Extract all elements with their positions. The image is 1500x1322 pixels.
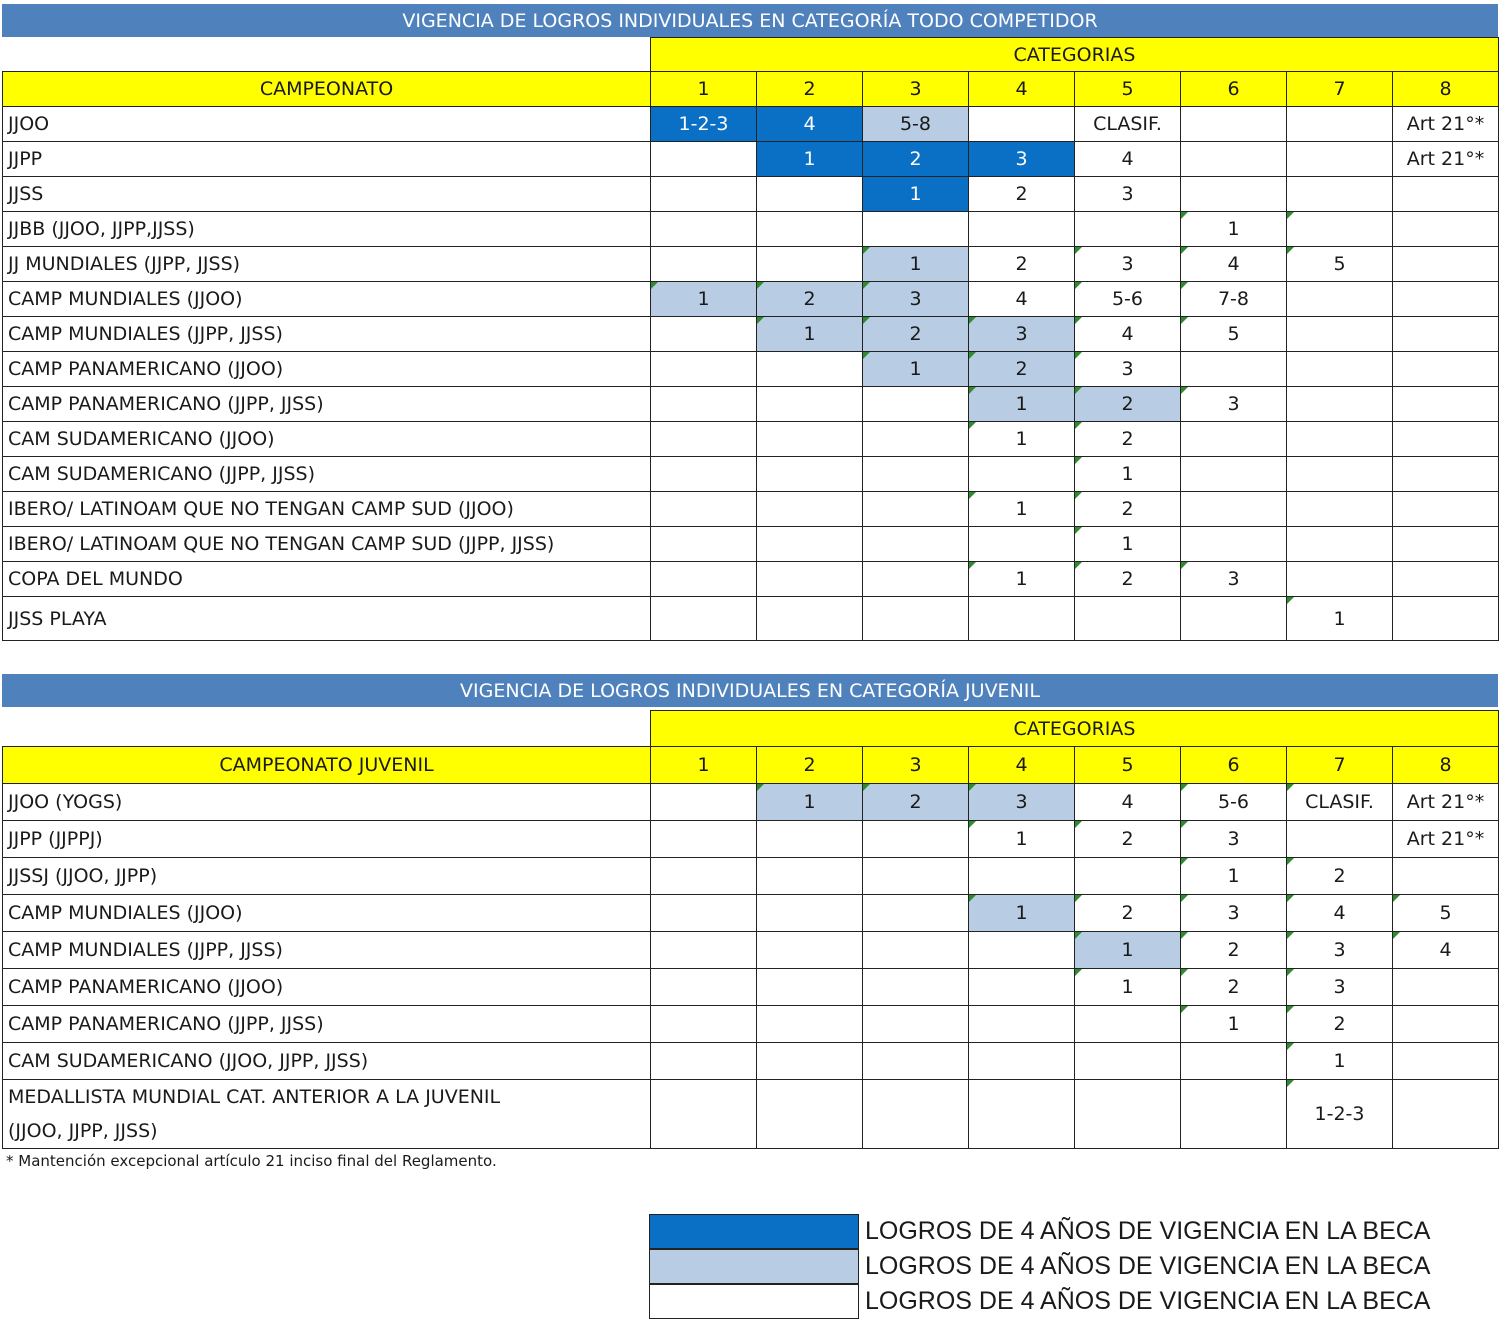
category-cell — [757, 969, 863, 1006]
category-cell — [1181, 1043, 1287, 1080]
table-row — [3, 422, 1499, 457]
category-column-header: 1 — [651, 747, 757, 784]
table-row — [3, 969, 1499, 1006]
category-cell — [969, 212, 1075, 247]
category-cell — [757, 212, 863, 247]
category-column-header: 7 — [1287, 72, 1393, 107]
category-cell — [969, 457, 1075, 492]
category-cell — [651, 969, 757, 1006]
category-column-header: 8 — [1393, 72, 1499, 107]
category-cell — [757, 247, 863, 282]
category-cell — [757, 1080, 863, 1149]
category-cell: Art 21°* — [1393, 784, 1499, 821]
category-cell — [1393, 597, 1499, 641]
table-row — [3, 1043, 1499, 1080]
category-cell — [863, 387, 969, 422]
section1-title: VIGENCIA DE LOGROS INDIVIDUALES EN CATEGORÍA TODO COMPETIDOR — [2, 4, 1498, 37]
category-cell — [757, 492, 863, 527]
category-cell — [1287, 457, 1393, 492]
category-cell: 3 — [863, 282, 969, 317]
category-cell: 4 — [757, 107, 863, 142]
legend-label: LOGROS DE 4 AÑOS DE VIGENCIA EN LA BECA — [865, 1217, 1431, 1245]
championship-name: CAMP MUNDIALES (JJPP, JJSS) — [3, 932, 651, 969]
table-row — [3, 1080, 1499, 1149]
table-row — [3, 387, 1499, 422]
category-cell — [651, 1080, 757, 1149]
category-cell — [1181, 177, 1287, 212]
category-cell — [757, 1043, 863, 1080]
championship-name: CAM SUDAMERICANO (JJOO, JJPP, JJSS) — [3, 1043, 651, 1080]
category-cell: 3 — [1287, 932, 1393, 969]
category-cell: 2 — [1075, 895, 1181, 932]
category-column-header: 5 — [1075, 72, 1181, 107]
category-cell: 1 — [757, 784, 863, 821]
category-cell — [1393, 352, 1499, 387]
championship-name: JJPP (JJPPJ) — [3, 821, 651, 858]
category-cell — [863, 858, 969, 895]
category-cell — [969, 1080, 1075, 1149]
table-row — [3, 527, 1499, 562]
legend-item — [649, 1249, 1430, 1284]
category-cell: 3 — [1287, 969, 1393, 1006]
category-cell — [863, 422, 969, 457]
category-cell — [1287, 177, 1393, 212]
category-cell — [651, 247, 757, 282]
category-cell: 1-2-3 — [651, 107, 757, 142]
category-cell: 5 — [1287, 247, 1393, 282]
category-cell: 1-2-3 — [1287, 1080, 1393, 1149]
category-cell: 2 — [1075, 387, 1181, 422]
category-cell — [1181, 107, 1287, 142]
category-cell — [1287, 387, 1393, 422]
category-cell — [1181, 352, 1287, 387]
category-cell: 3 — [1075, 247, 1181, 282]
category-cell: 1 — [969, 895, 1075, 932]
category-cell — [757, 821, 863, 858]
category-column-header: 1 — [651, 72, 757, 107]
category-cell — [1181, 142, 1287, 177]
legend-swatch — [649, 1214, 859, 1249]
category-cell: 2 — [1075, 492, 1181, 527]
category-cell — [1393, 282, 1499, 317]
category-cell: 2 — [863, 317, 969, 352]
category-cell — [863, 969, 969, 1006]
category-cell — [1287, 212, 1393, 247]
table-row — [3, 177, 1499, 212]
category-cell: 3 — [969, 317, 1075, 352]
table-row — [3, 352, 1499, 387]
achievements-table-juvenile — [2, 710, 1499, 1149]
category-cell: 2 — [1287, 1006, 1393, 1043]
category-column-header: 6 — [1181, 72, 1287, 107]
category-column-header: 3 — [863, 72, 969, 107]
category-cell: 3 — [1075, 177, 1181, 212]
category-cell — [651, 858, 757, 895]
category-cell: 1 — [1287, 597, 1393, 641]
category-column-header: 2 — [757, 747, 863, 784]
category-cell — [1181, 457, 1287, 492]
category-cell: 7-8 — [1181, 282, 1287, 317]
table-row — [3, 457, 1499, 492]
category-cell: 2 — [757, 282, 863, 317]
category-cell — [651, 597, 757, 641]
category-cell — [651, 492, 757, 527]
category-cell: 1 — [863, 247, 969, 282]
championship-name: IBERO/ LATINOAM QUE NO TENGAN CAMP SUD (JJOO) — [3, 492, 651, 527]
category-cell — [1287, 107, 1393, 142]
category-cell — [1393, 562, 1499, 597]
category-cell — [863, 1080, 969, 1149]
category-cell — [1287, 562, 1393, 597]
championship-name: JJPP — [3, 142, 651, 177]
category-cell — [863, 1006, 969, 1043]
category-cell: 2 — [969, 352, 1075, 387]
championship-name: JJSS — [3, 177, 651, 212]
category-cell — [969, 969, 1075, 1006]
legend-item — [649, 1214, 1430, 1249]
category-cell — [969, 858, 1075, 895]
championship-name: JJSS PLAYA — [3, 597, 651, 641]
championship-name: JJOO (YOGS) — [3, 784, 651, 821]
category-cell — [1287, 527, 1393, 562]
championship-name: CAMP PANAMERICANO (JJPP, JJSS) — [3, 387, 651, 422]
category-cell — [1393, 317, 1499, 352]
category-cell — [651, 387, 757, 422]
category-cell: 1 — [757, 317, 863, 352]
category-cell — [757, 387, 863, 422]
category-cell: 3 — [1181, 895, 1287, 932]
category-cell: 5-8 — [863, 107, 969, 142]
campeonato-header: CAMPEONATO — [3, 72, 651, 107]
category-cell — [863, 932, 969, 969]
category-cell: 3 — [1181, 387, 1287, 422]
category-cell — [757, 932, 863, 969]
championship-name: CAMP MUNDIALES (JJPP, JJSS) — [3, 317, 651, 352]
category-cell — [1075, 1043, 1181, 1080]
championship-name: JJSSJ (JJOO, JJPP) — [3, 858, 651, 895]
category-cell: 3 — [1181, 821, 1287, 858]
category-cell: 4 — [1075, 317, 1181, 352]
category-cell — [1393, 1080, 1499, 1149]
category-cell: 1 — [969, 492, 1075, 527]
legend-swatch — [649, 1249, 859, 1284]
category-cell: 2 — [1287, 858, 1393, 895]
category-cell — [757, 895, 863, 932]
category-cell — [651, 1006, 757, 1043]
table-row — [3, 858, 1499, 895]
table-row — [3, 821, 1499, 858]
category-cell: 2 — [1181, 932, 1287, 969]
category-cell: CLASIF. — [1075, 107, 1181, 142]
section2-title: VIGENCIA DE LOGROS INDIVIDUALES EN CATEGORÍA JUVENIL — [2, 674, 1498, 707]
category-cell: 5-6 — [1181, 784, 1287, 821]
championship-name: MEDALLISTA MUNDIAL CAT. ANTERIOR A LA JUVENIL (JJOO, JJPP, JJSS) — [3, 1080, 651, 1149]
championship-name: CAM SUDAMERICANO (JJPP, JJSS) — [3, 457, 651, 492]
category-cell: 1 — [1181, 858, 1287, 895]
category-cell: 1 — [1075, 457, 1181, 492]
category-cell: Art 21°* — [1393, 107, 1499, 142]
category-cell — [651, 932, 757, 969]
category-cell — [1393, 177, 1499, 212]
campeonato-header: CAMPEONATO JUVENIL — [3, 747, 651, 784]
category-cell: 3 — [969, 784, 1075, 821]
categorias-header: CATEGORIAS — [651, 711, 1499, 747]
table-row — [3, 784, 1499, 821]
category-cell — [1287, 422, 1393, 457]
category-cell: 1 — [757, 142, 863, 177]
category-cell: 4 — [1075, 784, 1181, 821]
category-column-header: 3 — [863, 747, 969, 784]
category-cell: 2 — [969, 177, 1075, 212]
category-cell — [1287, 317, 1393, 352]
category-cell — [969, 107, 1075, 142]
categorias-header: CATEGORIAS — [651, 38, 1499, 72]
category-column-header: 5 — [1075, 747, 1181, 784]
category-cell — [863, 1043, 969, 1080]
category-cell — [651, 1043, 757, 1080]
category-cell: 2 — [1075, 821, 1181, 858]
category-cell — [1393, 527, 1499, 562]
category-cell — [863, 212, 969, 247]
category-column-header: 6 — [1181, 747, 1287, 784]
table-row — [3, 932, 1499, 969]
championship-name: CAM SUDAMERICANO (JJOO) — [3, 422, 651, 457]
table-row — [3, 562, 1499, 597]
category-column-header: 4 — [969, 747, 1075, 784]
category-cell: 1 — [1287, 1043, 1393, 1080]
table-row — [3, 492, 1499, 527]
category-cell: 5-6 — [1075, 282, 1181, 317]
category-column-header: 8 — [1393, 747, 1499, 784]
category-cell: 4 — [1287, 895, 1393, 932]
category-cell — [757, 858, 863, 895]
category-cell: 3 — [1181, 562, 1287, 597]
category-cell: 4 — [969, 282, 1075, 317]
category-cell: 1 — [651, 282, 757, 317]
category-cell — [863, 457, 969, 492]
category-cell — [969, 1043, 1075, 1080]
championship-name: COPA DEL MUNDO — [3, 562, 651, 597]
category-cell — [651, 457, 757, 492]
header-spacer — [3, 711, 651, 747]
category-cell — [757, 422, 863, 457]
championship-name: CAMP PANAMERICANO (JJPP, JJSS) — [3, 1006, 651, 1043]
category-cell — [1181, 527, 1287, 562]
category-cell — [1181, 1080, 1287, 1149]
category-column-header: 7 — [1287, 747, 1393, 784]
category-cell: 4 — [1075, 142, 1181, 177]
category-cell — [1393, 969, 1499, 1006]
category-cell: 1 — [1181, 212, 1287, 247]
category-cell — [651, 784, 757, 821]
category-cell — [757, 527, 863, 562]
championship-name: CAMP PANAMERICANO (JJOO) — [3, 969, 651, 1006]
category-cell — [1075, 212, 1181, 247]
category-cell: 2 — [969, 247, 1075, 282]
championship-name: JJBB (JJOO, JJPP,JJSS) — [3, 212, 651, 247]
category-cell: 1 — [1075, 969, 1181, 1006]
category-cell — [969, 597, 1075, 641]
category-cell: 1 — [1075, 932, 1181, 969]
category-cell: 1 — [863, 352, 969, 387]
category-cell — [651, 177, 757, 212]
category-cell: 5 — [1393, 895, 1499, 932]
category-column-header: 2 — [757, 72, 863, 107]
category-cell: Art 21°* — [1393, 142, 1499, 177]
category-cell — [651, 527, 757, 562]
category-cell: 2 — [863, 142, 969, 177]
category-cell — [1287, 352, 1393, 387]
category-cell — [1393, 457, 1499, 492]
category-cell — [651, 142, 757, 177]
table-row — [3, 247, 1499, 282]
category-cell — [1393, 858, 1499, 895]
category-cell — [863, 527, 969, 562]
table-row — [3, 212, 1499, 247]
category-cell: 2 — [1181, 969, 1287, 1006]
category-cell — [1393, 212, 1499, 247]
legend — [649, 1214, 1430, 1319]
category-cell — [757, 352, 863, 387]
category-cell: CLASIF. — [1287, 784, 1393, 821]
category-cell — [863, 821, 969, 858]
category-cell — [757, 177, 863, 212]
category-cell — [969, 527, 1075, 562]
category-cell — [1393, 1006, 1499, 1043]
category-cell — [1075, 1080, 1181, 1149]
legend-label: LOGROS DE 4 AÑOS DE VIGENCIA EN LA BECA — [865, 1252, 1431, 1280]
category-cell: 4 — [1181, 247, 1287, 282]
legend-swatch — [649, 1284, 859, 1319]
category-cell: 5 — [1181, 317, 1287, 352]
category-cell — [651, 895, 757, 932]
category-cell — [651, 317, 757, 352]
category-cell — [651, 212, 757, 247]
category-cell — [1075, 858, 1181, 895]
category-cell — [863, 562, 969, 597]
category-cell — [863, 597, 969, 641]
category-cell: 1 — [863, 177, 969, 212]
category-cell — [651, 422, 757, 457]
category-cell — [1393, 492, 1499, 527]
category-cell — [1181, 422, 1287, 457]
category-cell — [757, 1006, 863, 1043]
category-cell — [1393, 387, 1499, 422]
category-cell — [969, 932, 1075, 969]
category-cell — [1075, 597, 1181, 641]
category-cell: 1 — [969, 562, 1075, 597]
category-cell: 1 — [969, 821, 1075, 858]
legend-item — [649, 1284, 1430, 1319]
category-cell: 2 — [863, 784, 969, 821]
championship-name: JJ MUNDIALES (JJPP, JJSS) — [3, 247, 651, 282]
category-cell — [863, 492, 969, 527]
category-cell: 2 — [1075, 562, 1181, 597]
category-cell: 1 — [969, 422, 1075, 457]
category-cell — [1287, 142, 1393, 177]
category-cell — [1393, 422, 1499, 457]
category-cell: 2 — [1075, 422, 1181, 457]
category-cell: 3 — [1075, 352, 1181, 387]
category-cell — [1287, 492, 1393, 527]
table-row — [3, 317, 1499, 352]
category-cell — [1287, 821, 1393, 858]
category-cell — [757, 597, 863, 641]
championship-name: CAMP MUNDIALES (JJOO) — [3, 282, 651, 317]
category-cell — [1181, 597, 1287, 641]
category-cell — [757, 457, 863, 492]
category-cell — [1393, 1043, 1499, 1080]
category-cell — [1075, 1006, 1181, 1043]
category-cell — [969, 1006, 1075, 1043]
category-cell — [757, 562, 863, 597]
table-row — [3, 597, 1499, 641]
category-cell — [651, 821, 757, 858]
category-cell — [1393, 247, 1499, 282]
legend-label: LOGROS DE 4 AÑOS DE VIGENCIA EN LA BECA — [865, 1287, 1431, 1315]
category-cell — [651, 352, 757, 387]
category-cell: 1 — [969, 387, 1075, 422]
achievements-table-all-competitors — [2, 37, 1499, 641]
category-cell — [863, 895, 969, 932]
category-column-header: 4 — [969, 72, 1075, 107]
category-cell: 3 — [969, 142, 1075, 177]
table-row — [3, 895, 1499, 932]
footnote: * Mantención excepcional artículo 21 inciso final del Reglamento. — [6, 1152, 497, 1170]
table-row — [3, 282, 1499, 317]
category-cell — [1181, 492, 1287, 527]
category-cell: 1 — [1075, 527, 1181, 562]
championship-name: CAMP PANAMERICANO (JJOO) — [3, 352, 651, 387]
category-cell — [651, 562, 757, 597]
table-row — [3, 142, 1499, 177]
championship-name: IBERO/ LATINOAM QUE NO TENGAN CAMP SUD (JJPP, JJSS) — [3, 527, 651, 562]
table-row — [3, 107, 1499, 142]
table-row — [3, 1006, 1499, 1043]
category-cell: 1 — [1181, 1006, 1287, 1043]
category-cell — [1287, 282, 1393, 317]
category-cell: Art 21°* — [1393, 821, 1499, 858]
championship-name: CAMP MUNDIALES (JJOO) — [3, 895, 651, 932]
header-spacer — [3, 38, 651, 72]
category-cell: 4 — [1393, 932, 1499, 969]
championship-name: JJOO — [3, 107, 651, 142]
